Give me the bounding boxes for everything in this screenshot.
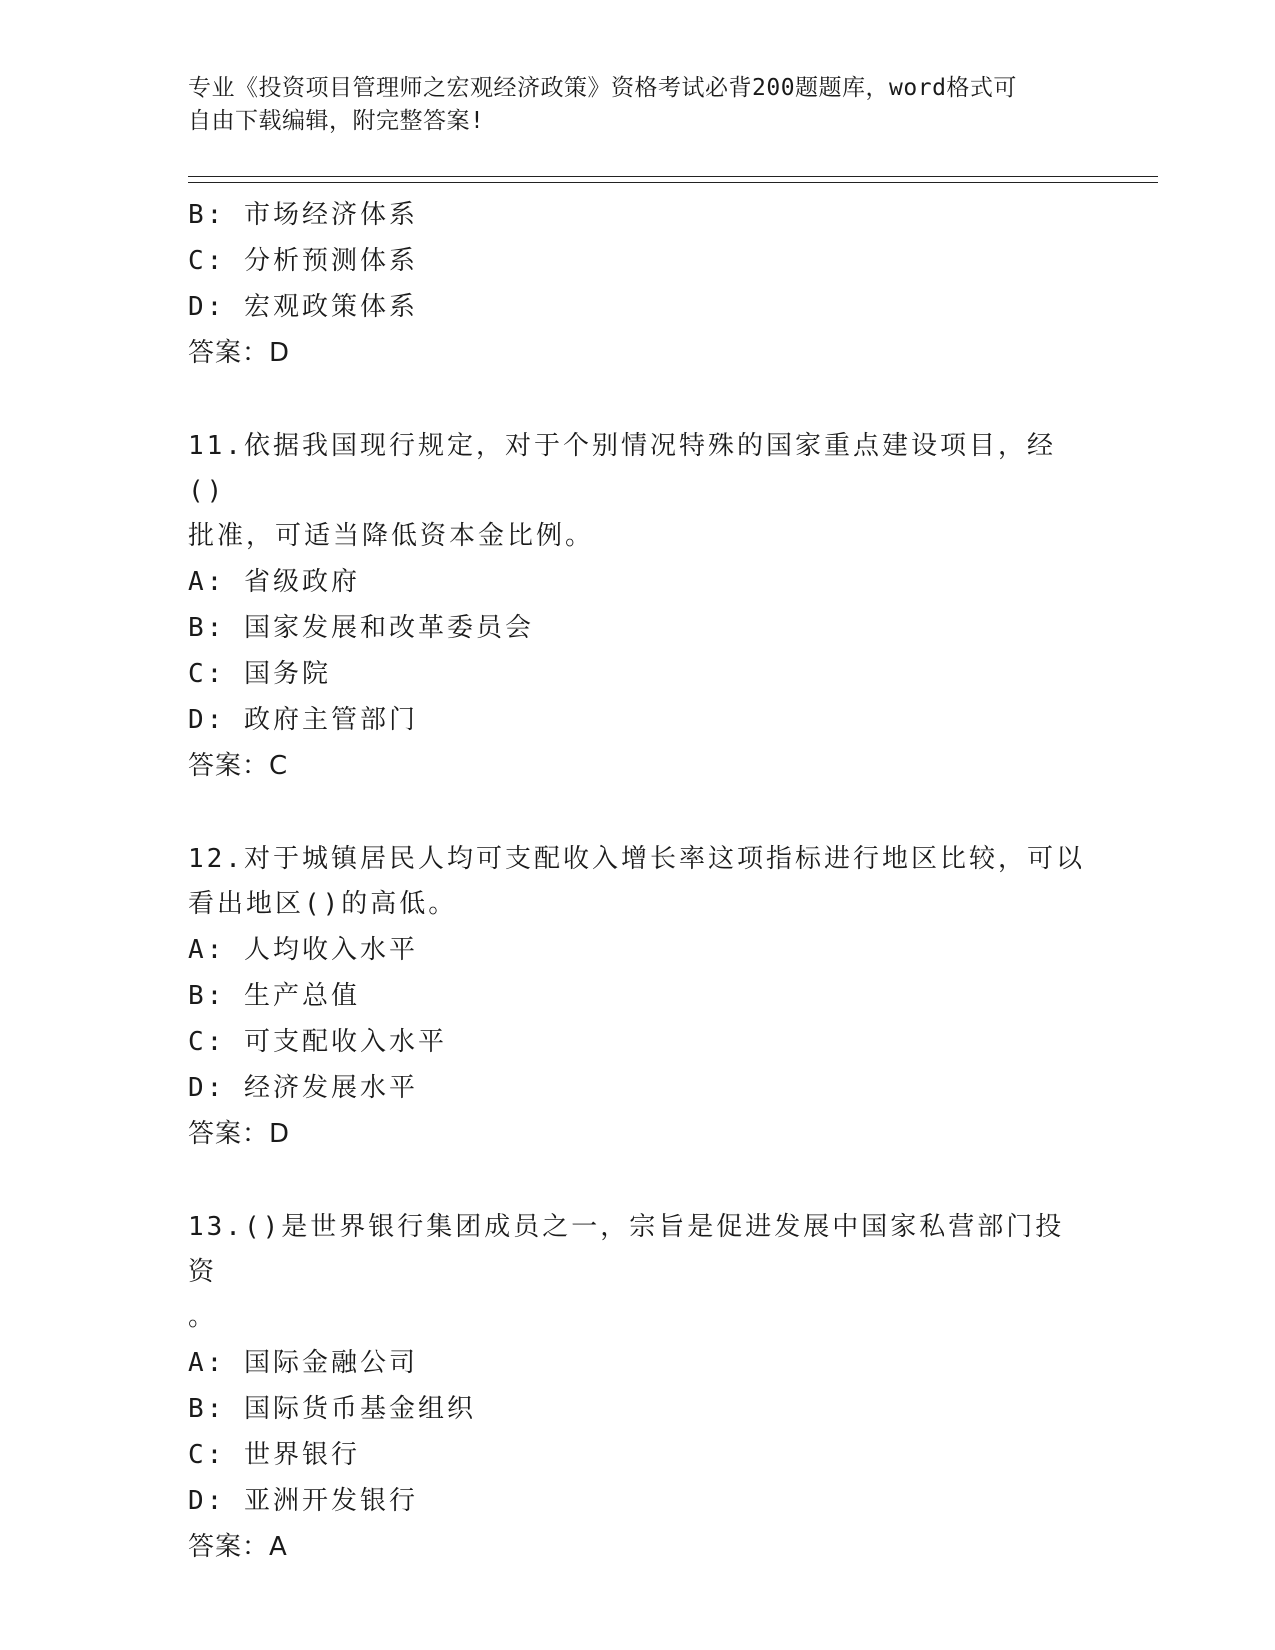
header-title-line-1: 专业《投资项目管理师之宏观经济政策》资格考试必背200题题库，word格式可	[188, 75, 1017, 101]
question-10-continued	[188, 192, 1088, 376]
question-text	[188, 1205, 1088, 1340]
question-text-line-2: 。	[188, 1302, 218, 1332]
question-text-line-1: 12.对于城镇居民人均可支配收入增长率这项指标进行地区比较，可以	[188, 844, 1085, 874]
option-d: D: 亚洲开发银行	[188, 1486, 418, 1516]
option-b: B: 国家发展和改革委员会	[188, 613, 534, 643]
question-list	[188, 192, 1088, 1570]
option-d: D: 宏观政策体系	[188, 292, 418, 322]
question-text	[188, 837, 1088, 927]
question-text-line-1: 11.依据我国现行规定，对于个别情况特殊的国家重点建设项目，经()	[188, 431, 1056, 506]
question-12	[188, 837, 1088, 1157]
option-b: B: 市场经济体系	[188, 200, 418, 230]
header-divider	[188, 176, 1158, 183]
option-a: A: 国际金融公司	[188, 1348, 418, 1378]
option-a: A: 人均收入水平	[188, 935, 418, 965]
option-c: C: 国务院	[188, 659, 331, 689]
question-13	[188, 1205, 1088, 1570]
option-b: B: 国际货币基金组织	[188, 1394, 476, 1424]
document-header	[188, 72, 1088, 138]
option-c: C: 可支配收入水平	[188, 1027, 447, 1057]
option-c: C: 世界银行	[188, 1440, 360, 1470]
option-d: D: 经济发展水平	[188, 1073, 418, 1103]
question-text-line-2: 看出地区()的高低。	[188, 889, 458, 919]
answer: 答案：D	[188, 1119, 291, 1149]
header-title-line-2: 自由下载编辑，附完整答案!	[188, 108, 485, 134]
answer: 答案：C	[188, 751, 289, 781]
option-a: A: 省级政府	[188, 567, 360, 597]
question-text-line-1: 13.()是世界银行集团成员之一，宗旨是促进发展中国家私营部门投资	[188, 1212, 1065, 1287]
answer: 答案：A	[188, 1532, 288, 1562]
answer: 答案：D	[188, 338, 291, 368]
question-11	[188, 424, 1088, 789]
question-text	[188, 424, 1088, 559]
option-b: B: 生产总值	[188, 981, 360, 1011]
question-text-line-2: 批准，可适当降低资本金比例。	[188, 521, 595, 551]
option-c: C: 分析预测体系	[188, 246, 418, 276]
option-d: D: 政府主管部门	[188, 705, 418, 735]
